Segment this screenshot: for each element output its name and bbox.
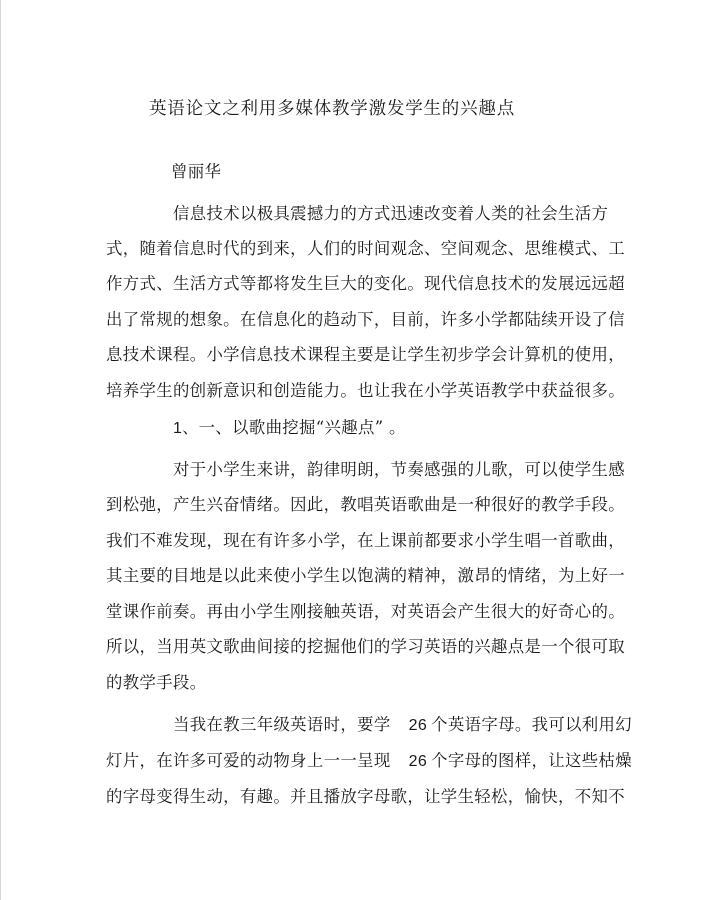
paragraph-line: 的教学手段。 <box>106 673 207 692</box>
paragraph-line: 的字母变得生动，有趣。并且播放字母歌，让学生轻松，愉快，不知不 <box>106 787 625 806</box>
document-title: 英语论文之利用多媒体教学激发学生的兴趣点 <box>149 99 515 119</box>
paragraph-line: 我们不难发现，现在有许多小学，在上课前都要求小学生唱一首歌曲， <box>106 531 625 550</box>
text-segment: 个字母的图样，让这些枯燥 <box>431 751 632 770</box>
paragraph-line: 作方式、生活方式等都将发生巨大的变化。现代信息技术的发展远远超 <box>106 274 625 293</box>
paragraph-line: 出了常规的想象。在信息化的趋动下，目前，许多小学都陆续开设了信 <box>106 310 625 329</box>
section-heading <box>173 417 653 440</box>
paragraph-line: 所以，当用英文歌曲间接的挖掘他们的学习英语的兴趣点是一个很可取 <box>106 637 625 656</box>
paragraph-line: 其主要的目地是以此来使小学生以饱满的精神，激昂的情绪，为上好一 <box>106 566 625 585</box>
paragraph-line: 息技术课程。小学信息技术课程主要是让学生初步学会计算机的使用， <box>106 345 625 364</box>
number-value: 26 <box>408 753 428 770</box>
paragraph-line: 式，随着信息时代的到来，人们的时间观念、空间观念、思维模式、工 <box>106 239 625 258</box>
paragraph-line <box>173 714 653 737</box>
paragraph-line: 到松弛，产生兴奋情绪。因此，教唱英语歌曲是一种很好的教学手段。 <box>106 495 625 514</box>
paragraph-line <box>106 750 632 773</box>
paragraph-line: 信息技术以极具震撼力的方式迅速改变着人类的社会生活方 <box>173 204 609 223</box>
text-segment: 个英语字母。我可以利用幻 <box>431 715 633 734</box>
paragraph-line: 堂课作前奏。再由小学生刚接触英语，对英语会产生很大的好奇心的。 <box>106 602 625 621</box>
text-segment: 当我在教三年级英语时，要学 <box>173 715 391 734</box>
author-name: 曾丽华 <box>171 162 222 181</box>
number-value: 26 <box>408 717 428 734</box>
section-heading-text: 一、以歌曲挖掘“兴趣点” 。 <box>198 418 406 437</box>
section-number: 1、 <box>173 420 199 437</box>
paragraph-line: 培养学生的创新意识和创造能力。也让我在小学英语教学中获益很多。 <box>106 381 625 400</box>
text-segment: 灯片，在许多可爱的动物身上一一呈现 <box>106 751 391 770</box>
paragraph-line: 对于小学生来讲，韵律明朗，节奏感强的儿歌，可以使学生感 <box>173 460 625 479</box>
